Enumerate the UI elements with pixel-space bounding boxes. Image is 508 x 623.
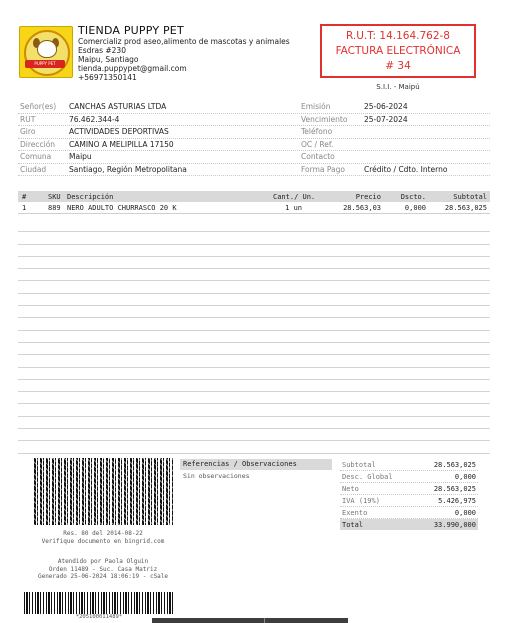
table-divider [18,380,490,392]
electronic-stamp-code [34,458,173,525]
totals-row [340,483,478,495]
table-divider [18,343,490,355]
table-divider [18,257,490,269]
dog-icon [37,40,57,58]
references-title: Referencias / Observaciones [180,459,332,470]
client-city-value: Santiago, Región Metropolitana [69,164,187,174]
vat-value: 5.426,975 [438,497,476,505]
table-divider [18,417,490,429]
item-price: 28.563,03 [343,204,381,212]
document-type: FACTURA ELECTRÓNICA [335,45,461,57]
table-divider [18,294,490,306]
shop-address: Esdras #230 [78,46,126,55]
client-name-label: Señor(es) [20,102,57,111]
client-row [18,164,490,177]
col-sku-header: SKU [48,193,61,201]
net-label: Neto [342,485,359,493]
totals-row [340,507,478,519]
col-description-header: Descripción [67,193,114,201]
client-row [18,126,490,139]
po-reference-label: OC / Ref. [301,139,334,149]
table-divider [18,392,490,404]
col-quantity-header: Cant./ Un. [273,193,316,201]
shop-logo [19,26,73,78]
client-business-label: Giro [20,127,36,136]
totals-panel [340,459,478,530]
barcode-number: *205100011489* [75,614,123,620]
client-rut-value: 76.462.344-4 [69,114,120,124]
table-divider [18,269,490,281]
client-row [18,101,490,114]
table-divider [18,331,490,343]
col-discount-header: Dscto. [400,193,426,201]
total-value: 33.990,000 [433,521,476,529]
table-divider [18,232,490,244]
items-table-header [18,191,490,202]
resolution-info [18,530,188,545]
total-row [340,519,478,530]
item-subtotal: 28.563,025 [444,204,487,212]
client-address-value: CAMINO A MELIPILLA 17150 [69,139,174,149]
exempt-label: Exento [342,509,368,517]
totals-row [340,495,478,507]
shop-email: tienda.puppypet@gmail.com [78,64,187,73]
col-subtotal-header: Subtotal [453,193,487,201]
item-sku: 889 [48,204,61,212]
shop-city: Maipu, Santiago [78,55,139,64]
verify-text: Verifique documento en bingrid.com [41,537,165,545]
subtotal-label: Subtotal [342,461,376,469]
payment-method-label: Forma Pago [301,164,346,174]
references-panel [180,459,332,483]
totals-row [340,459,478,471]
table-divider [18,355,490,367]
barcode [24,592,174,614]
client-row [18,114,490,127]
payment-method-value: Crédito / Cdto. Interno [364,164,448,174]
toolbar-divider [264,618,265,623]
shop-name: TIENDA PUPPY PET [78,24,184,37]
col-price-header: Precio [355,193,381,201]
invoice-number: # 34 [385,60,411,72]
total-label: Total [342,521,364,529]
client-rut-label: RUT [20,114,36,124]
attended-by: Atendido por Paola Olguin [57,558,149,565]
shop-phone: +56971350141 [78,73,137,82]
due-date-label: Vencimiento [301,114,348,124]
client-commune-label: Comuna [20,152,52,161]
vat-label: IVA (19%) [342,497,380,505]
phone-label: Teléfono [301,127,333,136]
table-divider [18,404,490,416]
table-divider [18,318,490,330]
totals-row [340,471,478,483]
items-table [18,191,490,214]
client-row [18,139,490,152]
client-commune-value: Maipu [69,152,92,161]
client-row [18,151,490,164]
table-divider [18,281,490,293]
generated-at: Generado 25-06-2024 18:06:19 - cSale [37,573,169,580]
due-date-value: 25-07-2024 [364,114,408,124]
resolution-text: Res. 80 del 2014-08-22 [63,530,143,537]
item-discount: 0,000 [404,204,426,212]
col-number-header: # [22,193,27,201]
attendant-info [18,558,188,581]
net-value: 28.563,025 [433,485,476,493]
table-row [18,202,490,214]
table-divider [18,429,490,441]
exempt-value: 0,000 [454,509,476,517]
table-divider [18,368,490,380]
references-body: Sin observaciones [183,472,250,480]
rut-number: R.U.T: 14.164.762-8 [345,30,450,42]
client-city-label: Ciudad [20,164,47,174]
global-discount-value: 0,000 [454,473,476,481]
issue-date-value: 25-06-2024 [364,102,408,111]
client-business-value: ACTIVIDADES DEPORTIVAS [69,127,169,136]
table-divider [18,245,490,257]
table-divider [18,220,490,232]
table-divider [18,306,490,318]
rut-box [320,24,476,78]
client-info [18,101,490,176]
empty-table-lines [18,220,490,454]
item-description: NERO ADULTO CHURRASCO 20 K [67,204,177,212]
bottom-toolbar[interactable] [152,618,348,623]
client-name-value: CANCHAS ASTURIAS LTDA [69,102,167,111]
table-divider [18,441,490,453]
item-number: 1 [22,204,27,212]
client-address-label: Dirección [20,139,56,149]
global-discount-label: Desc. Global [342,473,393,481]
order-branch: Orden 11489 - Suc. Casa Matriz [48,565,158,573]
shop-info [78,25,290,82]
shop-description: Comercializ prod aseo,alimento de mascotas y animales [78,37,290,46]
subtotal-value: 28.563,025 [433,461,476,469]
sii-office: S.I.I. - Maipú [376,83,420,91]
issue-date-label: Emisión [301,102,331,111]
item-quantity: 1 un [285,204,302,212]
contact-label: Contacto [301,152,335,161]
logo-banner: PUPPY PET [25,60,65,68]
